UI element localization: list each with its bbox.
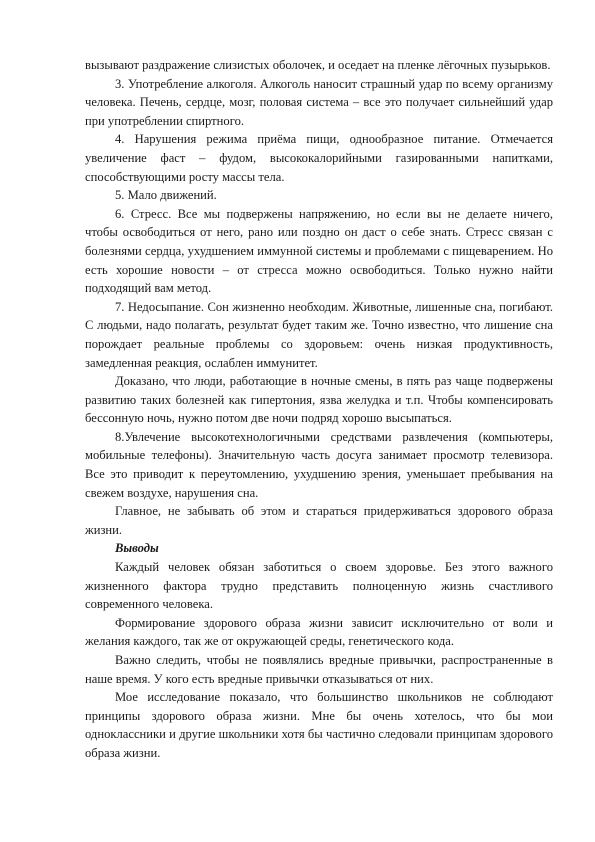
conclusion-paragraph-2: Формирование здорового образа жизни зависит исключительно от воли и желания каждого, так же от окружающей среды, генетического кода. <box>85 615 553 649</box>
paragraph-sleep: 7. Недосыпание. Сон жизненно необходим. Животные, лишенные сна, погибают. С людьми, надо полагать, результат будет таким же. Точно известно, что лишение сна порождает реальные проблемы со здоровьем: очень низкая продуктивность, замедленная реакция, ослаблен иммунитет. <box>85 299 553 370</box>
paragraph-continuation: вызывают раздражение слизистых оболочек, и оседает на пленке лёгочных пузырьков. <box>85 58 551 72</box>
paragraph-main-point: Главное, не забывать об этом и стараться придерживаться здорового образа жизни. <box>85 504 553 537</box>
paragraph-movement: 5. Мало движений. <box>115 188 217 203</box>
paragraph-alcohol: 3. Употребление алкоголя. Алкоголь наносит страшный удар по всему организму человека. Печень, сердце, мозг, половая система – все это получает сильнейший удар при употреблении спиртного. <box>85 76 553 128</box>
paragraph-stress: 6. Стресс. Все мы подвержены напряжению, но если вы не делаете ничего, чтобы освободиться от него, рано или поздно он даст о себе знать. Стресс связан с болезнями сердца, ухудшением иммунной системы и проблемами с пищеварением. Но есть хорошие новости – от стресса можно освободиться. Только нужно найти подходящий вам метод. <box>85 206 553 296</box>
conclusion-paragraph-1: Каждый человек обязан заботиться о своем здоровье. Без этого важного жизненного фактора трудно представить полноценную жизнь счастливого современного человека. <box>85 560 553 612</box>
document-page <box>85 56 553 763</box>
conclusion-paragraph-3: Важно следить, чтобы не появлялись вредные привычки, распространенные в наше время. У кого есть вредные привычки отказываться от них. <box>85 653 553 686</box>
paragraph-night-shifts: Доказано, что люди, работающие в ночные смены, в пять раз чаще подвержены развитию таких болезней как гипертония, язва желудка и т.п. Чтобы компенсировать бессонную ночь, нужно потом две ночи подряд хорошо высыпаться. <box>85 374 553 426</box>
conclusions-heading: Выводы <box>115 541 159 556</box>
paragraph-technology: 8.Увлечение высокотехнологичными средствами развлечения (компьютеры, мобильные телефоны). Значительную часть досуга занимает просмотр телевизора. Все это приводит к переутомлению, ухудшению зрения, уменьшает пребывания на свежем воздухе, нарушения сна. <box>85 429 553 500</box>
paragraph-nutrition: 4. Нарушения режима приёма пищи, однообразное питание. Отмечается увеличение фаст – фудом, высококалорийными газированными напитками, способствующими росту массы тела. <box>85 132 553 184</box>
conclusion-paragraph-4: Мое исследование показало, что большинство школьников не соблюдают принципы здорового образа жизни. Мне бы очень хотелось, что бы мои одноклассники и другие школьники хотя бы частично следовали принципам здорового образа жизни. <box>85 690 553 760</box>
